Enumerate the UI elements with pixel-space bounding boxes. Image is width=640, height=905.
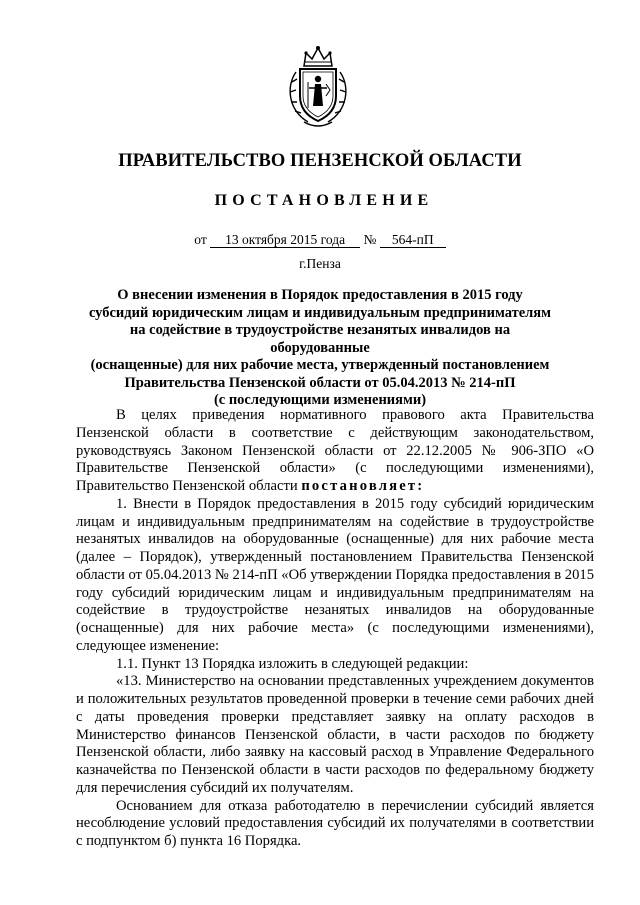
decree-heading: [82, 287, 558, 410]
clause-13-paragraph: «13. Министерство на основании представленных учреждением документов и положительных результатов проведенной проверки в течение семи рабочих дней с даты проведения проверки представляет заявку на оплату расходов в Министерство финансов Пензенской области, в части расходов по бюджету Пензенской области, либо заявку на кассовый расход в Управление Федерального казначейства по Пензенской области в части расходов по федеральному бюджету для перечисления субсидий их получателям.: [76, 673, 594, 796]
number-prefix: №: [363, 232, 377, 247]
document-date: 13 октября 2015 года: [210, 233, 360, 248]
item-1-paragraph: 1. Внести в Порядок предоставления в 2015 году субсидий юридическим лицам и индивидуальным предпринимателям на содействие в трудоустройстве незанятых инвалидов на оборудованные (оснащенные) для них рабочие места (далее – Порядок), утвержденный постановлением Правительства Пензенской области от 05.04.2013 № 214-пП «Об утверждении Порядка предоставления в 2015 году субсидий юридическим лицам и индивидуальным предпринимателям на содействие в трудоустройстве незанятых инвалидов на оборудованные (оснащенные) для них рабочие места» (с последующими изменениями), следующее изменение:: [76, 495, 594, 654]
date-prefix: от: [194, 232, 207, 247]
document-number: 564-пП: [380, 233, 446, 248]
decree-word: постановляет:: [301, 478, 425, 494]
heading-line: субсидий юридическим лицам и индивидуальным предпринимателям: [88, 304, 552, 321]
heading-line: (оснащенные) для них рабочие места, утвержденный постановлением: [90, 357, 550, 373]
preamble-text: В целях приведения нормативного правового акта Правительства Пензенской области в соответствие с действующим законодательством, руководствуясь Законом Пензенской области от 22.12.2005 № 906-ЗПО «О Правительстве Пензенской области» (с последующими изменениями), Правительство Пензенской области: [76, 407, 594, 494]
heading-line: О внесении изменения в Порядок предоставления в 2015 году: [117, 287, 523, 303]
heading-line: (с последующими изменениями): [213, 392, 427, 408]
city-label: г.Пенза: [299, 256, 341, 271]
document-type: ПОСТАНОВЛЕНИЕ: [214, 192, 434, 209]
heading-line: на содействие в трудоустройстве незанятых инвалидов на оборудованные: [129, 322, 511, 356]
date-number-line: [0, 232, 640, 248]
preamble-paragraph: [76, 407, 594, 496]
decree-body: [76, 407, 594, 851]
heading-line: Правительства Пензенской области от 05.04.2013 № 214-пП: [124, 374, 516, 391]
government-title: ПРАВИТЕЛЬСТВО ПЕНЗЕНСКОЙ ОБЛАСТИ: [118, 151, 522, 171]
pensa-coat-of-arms-icon: [284, 44, 352, 129]
item-1-1-paragraph: 1.1. Пункт 13 Порядка изложить в следующей редакции:: [116, 655, 469, 672]
refusal-basis-paragraph: Основанием для отказа работодателю в перечислении субсидий является несоблюдение условий предоставления субсидий их получателями в соответствии с подпунктом б) пункта 16 Порядка.: [76, 797, 594, 849]
